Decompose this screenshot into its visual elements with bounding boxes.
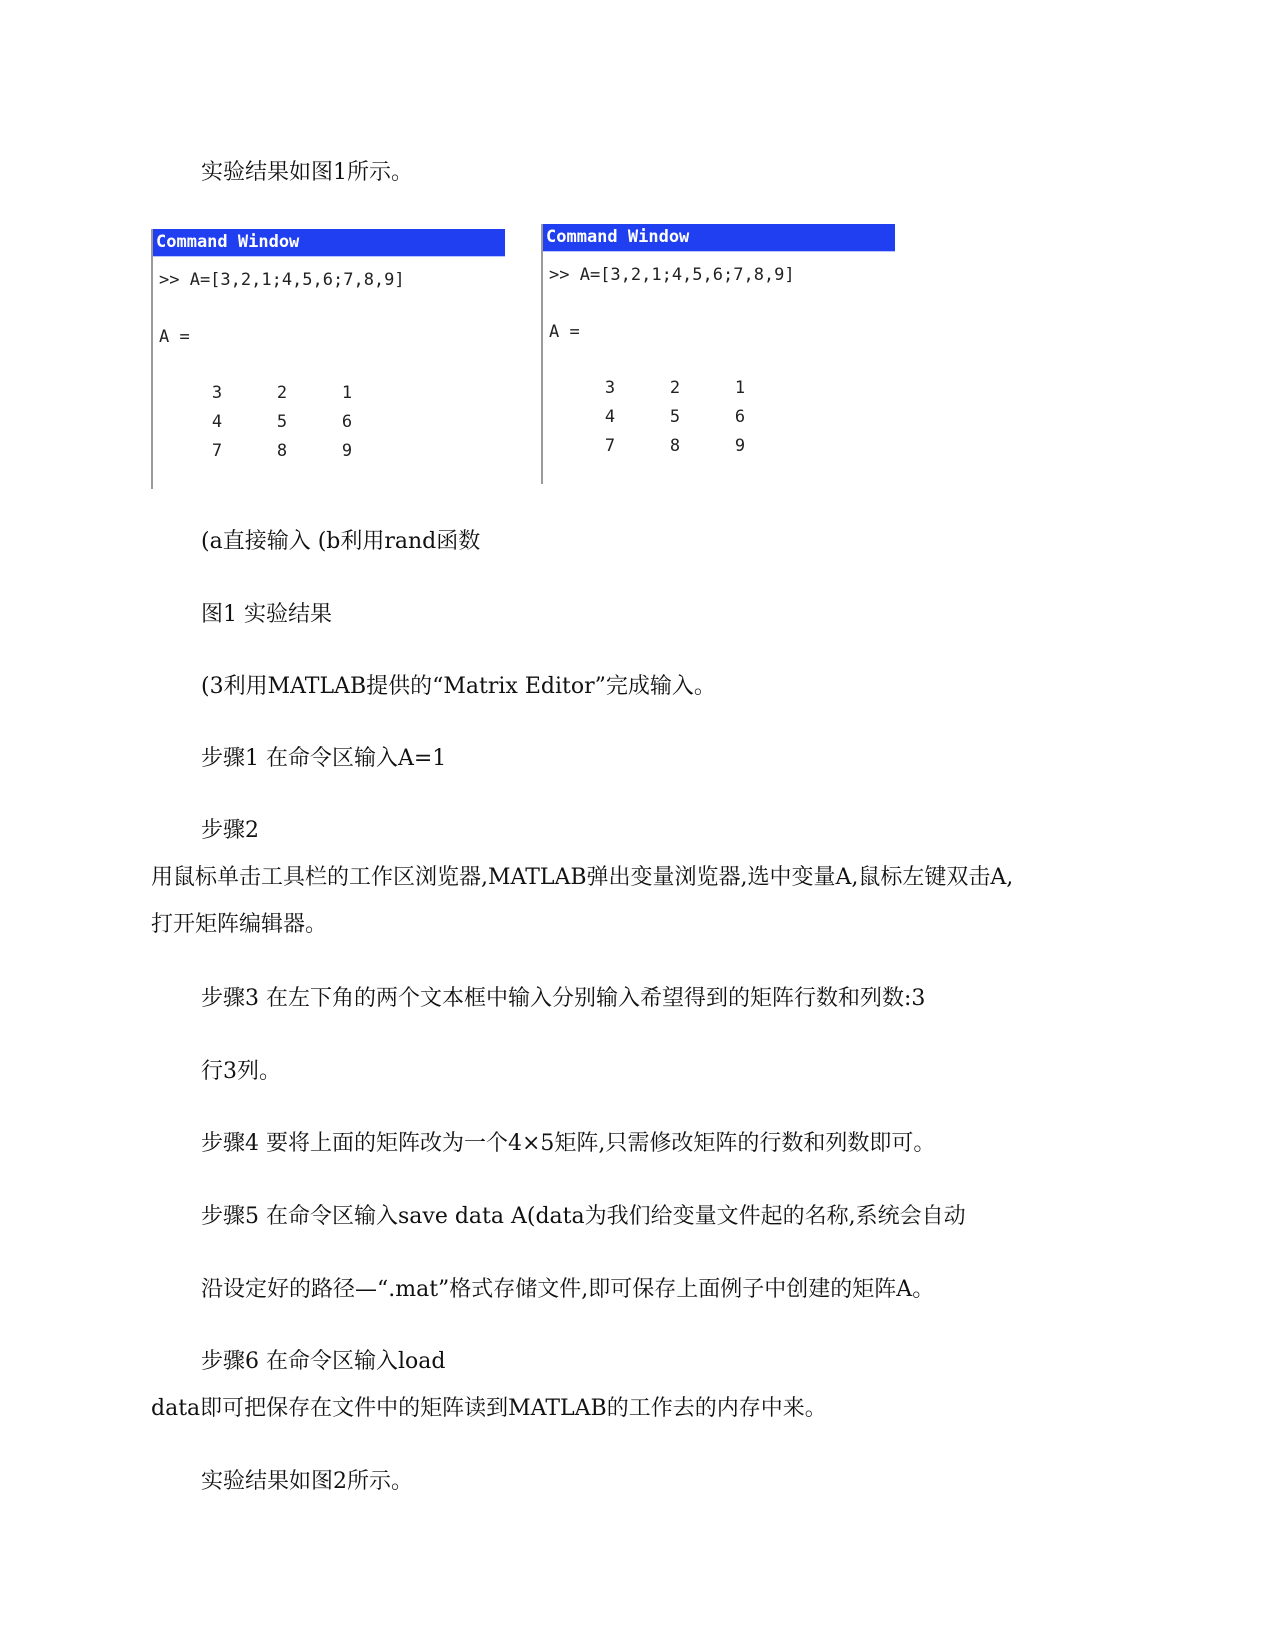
step-4: 步骤4 要将上面的矩阵改为一个4×5矩阵,只需修改矩阵的行数和列数即可。 [201, 1131, 936, 1156]
step-1: 步骤1 在命令区输入A=1 [201, 746, 447, 771]
step-3: 步骤3 在左下角的两个文本框中输入分别输入希望得到的矩阵行数和列数:3 [201, 986, 926, 1011]
matrix-cell: 6 [341, 412, 353, 432]
matrix-cell: 5 [276, 412, 288, 432]
matrix-cell: 1 [341, 383, 353, 403]
figure-caption: 图1 实验结果 [201, 602, 332, 627]
command-window-title: Command Window [153, 229, 505, 257]
matrix-cell: 3 [211, 383, 223, 403]
command-input-line: >> A=[3,2,1;4,5,6;7,8,9] [159, 270, 405, 290]
step-2-heading: 步骤2 [201, 818, 259, 843]
variable-label: A = [549, 322, 580, 342]
variable-label: A = [159, 327, 190, 347]
step-6: 步骤6 在命令区输入load [201, 1349, 446, 1374]
matrix-cell: 1 [734, 378, 746, 398]
step-3-continuation: 行3列。 [201, 1059, 281, 1084]
matrix-cell: 4 [211, 412, 223, 432]
matrix-cell: 3 [604, 378, 616, 398]
paragraph: (3利用MATLAB提供的“Matrix Editor”完成输入。 [201, 674, 716, 699]
matrix-cell: 8 [669, 436, 681, 456]
command-window-figure-b [541, 224, 895, 484]
paragraph: 实验结果如图2所示。 [201, 1469, 413, 1494]
matrix-cell: 5 [669, 407, 681, 427]
step-5-continuation: 沿设定好的路径—“.mat”格式存储文件,即可保存上面例子中创建的矩阵A。 [201, 1277, 935, 1302]
subfigure-caption: (a直接输入 (b利用rand函数 [201, 529, 481, 554]
matrix-cell: 8 [276, 441, 288, 461]
step-2-text: 打开矩阵编辑器。 [151, 912, 328, 937]
paragraph: 实验结果如图1所示。 [201, 160, 413, 185]
step-5: 步骤5 在命令区输入save data A(data为我们给变量文件起的名称,系统会自动 [201, 1204, 966, 1229]
step-6-continuation: data即可把保存在文件中的矩阵读到MATLAB的工作去的内存中来。 [151, 1396, 827, 1421]
matrix-cell: 2 [276, 383, 288, 403]
matrix-cell: 9 [341, 441, 353, 461]
matrix-cell: 2 [669, 378, 681, 398]
command-window-title: Command Window [543, 224, 895, 252]
matrix-cell: 7 [604, 436, 616, 456]
matrix-cell: 7 [211, 441, 223, 461]
matrix-cell: 4 [604, 407, 616, 427]
matrix-cell: 9 [734, 436, 746, 456]
command-input-line: >> A=[3,2,1;4,5,6;7,8,9] [549, 265, 795, 285]
command-window-figure-a [151, 229, 505, 489]
step-2-text: 用鼠标单击工具栏的工作区浏览器,MATLAB弹出变量浏览器,选中变量A,鼠标左键双击A, [151, 865, 1014, 890]
matrix-cell: 6 [734, 407, 746, 427]
